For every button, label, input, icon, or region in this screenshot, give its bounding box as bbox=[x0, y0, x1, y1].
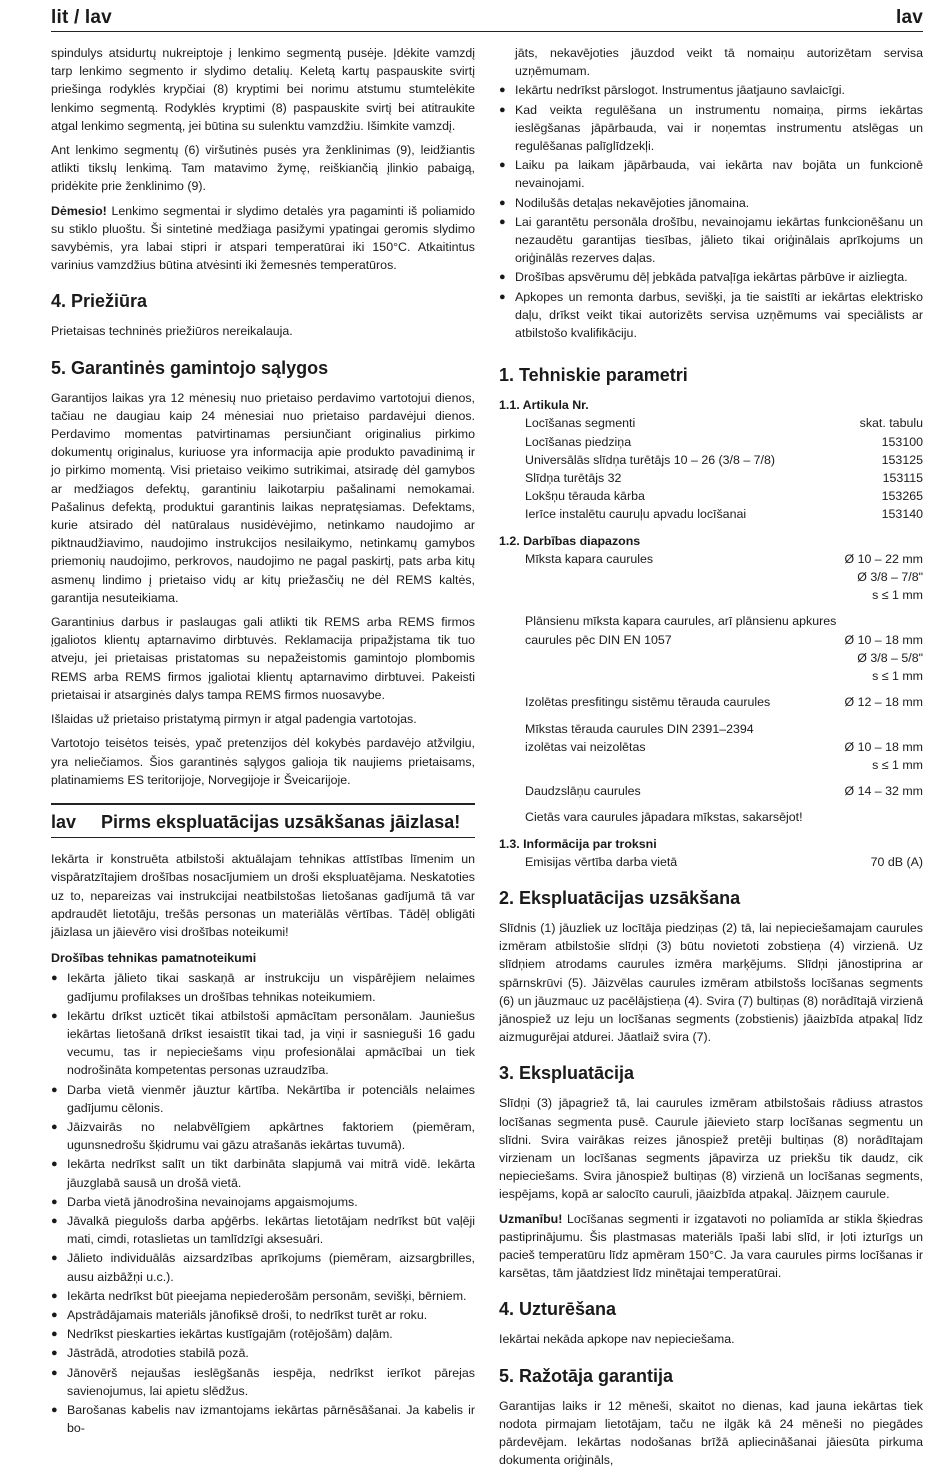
language-section-header bbox=[51, 803, 475, 838]
row-value: s ≤ 1 mm bbox=[872, 588, 923, 603]
table-row bbox=[499, 693, 923, 711]
row-value: 153100 bbox=[881, 434, 923, 449]
table-row bbox=[499, 433, 923, 451]
paragraph: Garantinius darbus ir paslaugas gali atlikti tik REMS arba REMS firmos įgaliotos klientų aptarnavimo dirbtuvės. Reklamacija pripažįstama tik tuo atveju, jei prietaisas pristatomas su nepažeistomis gamintojo plombomis REMS arba REMS firmos įgaliotai klientų aptarnavimo dirbtuvei. Pakeisti prietaisai ir atsarginės dalys tampa REMS firmos nuosavybe. bbox=[51, 615, 475, 702]
warning-label: Uzmanību! bbox=[499, 1211, 563, 1226]
range-table bbox=[499, 550, 923, 827]
table-row bbox=[499, 550, 923, 568]
table-row bbox=[499, 487, 923, 505]
row-value: s ≤ 1 mm bbox=[872, 669, 923, 684]
language-code: lav bbox=[51, 811, 77, 832]
paragraph: spindulys atsidurtų nukreiptoje į lenkimo segmentą pusėje. Įdėkite vamzdį tarp lenkimo segmento ir slydimo detalių. Keletą kartų paspauskite svirtį priešinga rodyklės krypčiai (8) kryptimi bei norimu atstumu stumtelėkite lenkimo segmentą. Rodyklės kryptimi (8) paspauskite svirtį bei atitraukite atgal lenkimo segmentą, jei būtina su sulenktu vamzdžiu. Išimkite vamzdį. bbox=[51, 46, 475, 133]
list-item: ● Iekārta jālieto tikai saskaņā ar instrukciju un vispārējiem nelaimes gadījumu profilakses un drošības tehnikas noteikumiem. bbox=[51, 969, 475, 1005]
table-row bbox=[499, 853, 923, 871]
table-row bbox=[499, 612, 923, 630]
left-column bbox=[51, 44, 475, 1438]
row-label: izolētas vai neizolētas bbox=[525, 739, 646, 754]
list-item: ● Iekārtu drīkst uzticēt tikai atbilstoši apmācītam personālam. Jauniešus iekārtas lietošanā drīkst iesaistīt tikai tad, ja viņi ir sasnieguši 16 gadu vecumu, tas ir nepieciešams viņu profesionālai apmācībai un tiek nodrošināta kompetentas personas uzraudzība. bbox=[51, 1007, 475, 1080]
row-label: Ierīce instalētu cauruļu apvadu locīšanai bbox=[525, 507, 747, 522]
section-heading: 5. Garantinės gamintojo sąlygos bbox=[51, 357, 329, 378]
section-heading: 2. Ekspluatācijas uzsākšana bbox=[499, 887, 741, 908]
list-item: ● Apstrādājamais materiāls jānofiksē droši, to nedrīkst turēt ar roku. bbox=[51, 1306, 475, 1324]
right-column bbox=[499, 44, 923, 1475]
warning-text: Locīšanas segmenti ir izgatavoti no poliamīda ar stikla šķiedras pastiprinājumu. Šis plastmasas materiāls īpaši labi slīd, ir ļoti izturīgs un pacieš temperatūru līdz apmēram 150°C. Ja vara caurules pirms locīšanas ir karsētas, tām jāatdziest līdz minētajai temperatūrai. bbox=[499, 1211, 923, 1281]
row-value: Ø 3/8 – 7/8" bbox=[857, 570, 923, 585]
paragraph: Slīdnis (1) jāuzliek uz locītāja piedziņas (2) tā, lai nepieciešamajam caurules izmēram atbilstošie slīdņi (3) būtu novietoti zobstieņa (4) virzienā. Uz slīdņiem atrodams caurules izmēra marķējums. Slīdņi jānostiprina ar spārnskrūvi (5). Jāizvēlas caurules izmēram atbilstošs locīšanas segments (6) un jāuzmauc uz pacēlājstieņa (4). Svira (7) bultiņas (8) norādītajā virzienā jānospiež uz leju un locīšanas segments (zobstienis) jāaizbīda atpakaļ līdz aizmugurējai atdurei. Jāatlaiž svira (7). bbox=[499, 920, 923, 1045]
row-label: Mīksta kapara caurules bbox=[525, 551, 654, 566]
list-continuation: jāts, nekavējoties jāuzdod veikt tā nomaiņu autorizētam servisa uzņēmumam. bbox=[515, 46, 923, 79]
row-value: 153265 bbox=[881, 489, 923, 504]
subsection-heading: 1.2. Darbības diapazons bbox=[499, 533, 641, 548]
list-item: ● Iekārta nedrīkst salīt un tikt darbināta slapjumā vai mitrā vidē. Iekārta jāuzglabā sausā un drošā vietā. bbox=[51, 1155, 475, 1191]
list-item: ● Darba vietā vienmēr jāuztur kārtība. Nekārtība ir potenciāls nelaimes gadījumu cēlonis. bbox=[51, 1081, 475, 1117]
list-item: ● Jālieto individuālās aizsardzības aprīkojums (piemēram, aizsargbrilles, ausu aizbāžņi u.c.). bbox=[51, 1249, 475, 1285]
list-item: ● Barošanas kabelis nav izmantojams iekārtas pārnēsāšanai. Ja kabelis ir bo- bbox=[51, 1401, 475, 1437]
list-item: ● Nedrīkst pieskarties iekārtas kustīgajām (rotējošām) daļām. bbox=[51, 1325, 475, 1343]
warning-text: Lenkimo segmentai ir slydimo detalės yra pagaminti iš poliamido su stiklo pluoštu. Ši sintetinė medžiaga pasižymi ypatingai geromis slydimo savybėmis, yra labai stipri ir atspari temperatūrai iki 150°C. Atkaitintus varinius vamzdžius būtina atvėsinti iki žemesnės temperatūros. bbox=[51, 203, 475, 273]
row-label: caurules pēc DIN EN 1057 bbox=[525, 632, 672, 647]
paragraph: Slīdņi (3) jāpagriež tā, lai caurules izmēram atbilstošais rādiuss atrastos locīšanas segmenta pusē. Caurule jāievieto starp locīšanas segmentu un slīdni. Svira vairākas reizes jānospiež pretēji bultiņas (8) norādītajam virzienam un locīšanas segments jāpavirza uz priekšu tik daudz, cik nepieciešams. Svira jānospiež bultiņas (8) virzienā un locīšanas segments, iespējams, kopā ar salocīto cauruli, jāaizbīda atpakaļ. Jāizņem caurule. bbox=[499, 1096, 923, 1202]
header-right-label: lav bbox=[895, 7, 923, 28]
table-row bbox=[499, 469, 923, 487]
section-heading: 5. Ražotāja garantija bbox=[499, 1365, 674, 1386]
section-heading: 1. Tehniskie parametri bbox=[499, 365, 688, 386]
row-value: Ø 10 – 18 mm bbox=[844, 739, 923, 754]
row-label: Izolētas presfitingu sistēmu tērauda caurules bbox=[525, 695, 771, 710]
paragraph: Vartotojo teisėtos teisės, ypač pretenzijos dėl kokybės pardavėjo atžvilgiu, yra neliečiamos. Šios garantinės sąlygos galioja tik naujiems prietaisams, platinamiems ES teritorijoje, Norvegijoje ir Šveicarijoje. bbox=[51, 736, 475, 787]
list-item: ● Jāvalkā piegulošs darba apģērbs. Iekārtas lietotājam nedrīkst būt vaļēji mati, cimdi, rotaslietas un tamlīdzīgi aksesuāri. bbox=[51, 1212, 475, 1248]
list-item: ● Lai garantētu personāla drošību, nevainojamu iekārtas funkcionēšanu un nezaudētu garantijas tiesības, jālieto tikai oriģinālais aprīkojums un oriģinālās rezerves daļas. bbox=[499, 213, 923, 268]
list-item: ● Darba vietā jānodrošina nevainojams apgaismojums. bbox=[51, 1193, 475, 1211]
table-row bbox=[499, 451, 923, 469]
row-value: 153115 bbox=[882, 471, 923, 486]
paragraph: Garantijas laiks ir 12 mēneši, skaitot no dienas, kad jauna iekārtas tiek nodota pirmajam lietotājam, taču ne ilgāk kā 24 mēneši no piegādes pārdevējam. Iekārtas nodošanas brīžā apliecināšanai jāiesūta pirkuma dokumenta oriģināls, bbox=[499, 1398, 923, 1468]
row-value: 70 dB (A) bbox=[870, 854, 923, 869]
row-label: Slīdņa turētājs 32 bbox=[525, 471, 622, 486]
paragraph bbox=[499, 1210, 923, 1283]
list-item: ● Nodilušās detaļas nekavējoties jānomaina. bbox=[499, 194, 923, 212]
list-item: ● Jāizvairās no nelabvēlīgiem apkārtnes faktoriem (piemēram, ugunsnedrošu šķidrumu vai gāzu atrašanās iekārtas tuvumā). bbox=[51, 1118, 475, 1154]
section-heading: 4. Uzturēšana bbox=[499, 1299, 617, 1320]
table-row bbox=[499, 414, 923, 432]
row-value: Ø 12 – 18 mm bbox=[844, 695, 923, 710]
page-header bbox=[51, 8, 923, 32]
row-label: Lokšņu tērauda kārba bbox=[525, 489, 645, 504]
row-value: Ø 14 – 32 mm bbox=[844, 784, 923, 799]
warning-label: Dėmesio! bbox=[51, 203, 107, 218]
paragraph: Ant lenkimo segmentų (6) viršutinės pusės yra ženklinimas (9), leidžiantis atlikti tikslų lenkimą. Tam matavimo žymę, reiškiančią įlinkio pabaigą, pridėkite prie ženklinimo (9). bbox=[51, 143, 475, 194]
row-label: Plānsienu mīksta kapara caurules, arī plānsienu apkures bbox=[525, 614, 837, 629]
section-heading: 4. Priežiūra bbox=[51, 291, 148, 312]
subsection-heading: Drošības tehnikas pamatnoteikumi bbox=[51, 951, 257, 966]
list-item: ● Jāstrādā, atrodoties stabilā pozā. bbox=[51, 1344, 475, 1362]
safety-list-continued bbox=[499, 81, 923, 342]
row-value: skat. tabulu bbox=[859, 416, 923, 431]
language-section-title: Pirms ekspluatācijas uzsākšanas jāizlasa! bbox=[101, 811, 461, 832]
row-value: 153140 bbox=[881, 507, 923, 522]
list-item: ● Laiku pa laikam jāpārbauda, vai iekārta nav bojāta un funkcionē nevainojami. bbox=[499, 156, 923, 192]
safety-list bbox=[51, 969, 475, 1437]
table-row bbox=[499, 720, 923, 738]
list-item: ● Iekārtu nedrīkst pārslogot. Instrumentus jāatjauno savlaicīgi. bbox=[499, 81, 923, 99]
header-left-label: lit / lav bbox=[51, 7, 112, 28]
row-value: Ø 3/8 – 5/8" bbox=[857, 650, 923, 665]
row-label: Locīšanas segmenti bbox=[525, 416, 636, 431]
subsection-heading: 1.3. Informācija par troksni bbox=[499, 836, 657, 851]
paragraph: Iekārta ir konstruēta atbilstoši aktuālajam tehnikas attīstības līmenim un vispāratzītajiem drošības nosacījumiem un droši ekspluatējama. Neskatoties uz to, nepareizas vai instrukcijai neatbilstošas lietošanas gadījumā tā var apdraudēt lietotāju, trešās personas un materiālās vērtības. Tādēļ obligāti jāizlasa un jāievēro visi drošības noteikumi! bbox=[51, 852, 475, 939]
row-label: Mīkstas tērauda caurules DIN 2391–2394 bbox=[525, 721, 754, 736]
list-item: ● Jānovērš nejaušas ieslēgšanās iespēja, nedrīkst ierīkot pārejas savienojumus, lai apietu slēdžus. bbox=[51, 1364, 475, 1400]
table-row bbox=[499, 631, 923, 649]
paragraph: Prietaisas techninės priežiūros nereikalauja. bbox=[51, 324, 293, 339]
row-value: Ø 10 – 22 mm bbox=[844, 551, 923, 566]
row-label: Daudzslāņu caurules bbox=[525, 784, 641, 799]
paragraph bbox=[51, 202, 475, 275]
row-label: Universālās slīdņa turētājs 10 – 26 (3/8 – 7/8) bbox=[525, 452, 776, 467]
row-label: Locīšanas piedziņa bbox=[525, 434, 632, 449]
row-value: Ø 10 – 18 mm bbox=[844, 632, 923, 647]
list-item: ● Kad veikta regulēšana un instrumentu nomaiņa, pirms iekārtas ieslēgšanas jāpārbauda, vai ir noņemtas instrumentu atslēgas un regulēšanas palīglīdzekļi. bbox=[499, 101, 923, 156]
table-row bbox=[499, 505, 923, 523]
table-row bbox=[499, 782, 923, 800]
row-value: 153125 bbox=[881, 452, 923, 467]
paragraph: Iekārtai nekāda apkope nav nepieciešama. bbox=[499, 1332, 735, 1347]
list-item: ● Apkopes un remonta darbus, sevišķi, ja tie saistīti ar iekārtas elektrisko daļu, drīkst veikt tikai autorizēts servisa uzņēmums vai speciālists ar atbilstošo kvalifikāciju. bbox=[499, 288, 923, 343]
subsection-heading: 1.1. Artikula Nr. bbox=[499, 398, 589, 413]
row-label: Emisijas vērtība darba vietā bbox=[525, 854, 678, 869]
paragraph: Išlaidas už prietaiso pristatymą pirmyn ir atgal padengia vartotojas. bbox=[51, 712, 417, 727]
row-value: s ≤ 1 mm bbox=[872, 757, 923, 772]
list-item: ● Drošības apsvērumu dēļ jebkāda patvaļīga iekārtas pārbūve ir aizliegta. bbox=[499, 268, 923, 286]
article-table bbox=[499, 414, 923, 523]
section-heading: 3. Ekspluatācija bbox=[499, 1063, 635, 1084]
table-row bbox=[499, 738, 923, 756]
table-row bbox=[499, 808, 923, 826]
list-item: ● Iekārta nedrīkst būt pieejama nepiederošām personām, sevišķi, bērniem. bbox=[51, 1287, 475, 1305]
row-note: Cietās vara caurules jāpadara mīkstas, sakarsējot! bbox=[525, 810, 803, 825]
paragraph: Garantijos laikas yra 12 mėnesių nuo prietaiso perdavimo vartotojui dienos, tačiau ne daugiau kaip 24 mėnesiai nuo prietaiso pardavėjui dienos. Perdavimo momentas patvirtinamas persiunčiant originalius pirkimo dokumentų originalus, kuriuose yra informacija apie produkto pavadinimą ir jo pirkimo momentą. Visi prietaiso veikimo sutrikimai, atsiradę dėl gamybos ar medžiagos defektų, garantiniu laikotarpiu pašalinami nemokamai. Pašalinus defektą, produktui garantinis laikas nepratęsiamas. Defektams, kurie atsirado dėl natūralaus nusidėvėjimo, netinkamo naudojimo ar piktnaudžiavimo, naudojimo instrukcijos nesilaikymo, netinkamų gamybos priemonių naudojimo, perkrovos, naudojimo ne pagal paskirtį, pats arba kitų asmenų lindimo į prietaiso vidų ar kitų priežasčių ne dėl REMS kaltės, garantija nesuteikiama. bbox=[51, 390, 475, 605]
